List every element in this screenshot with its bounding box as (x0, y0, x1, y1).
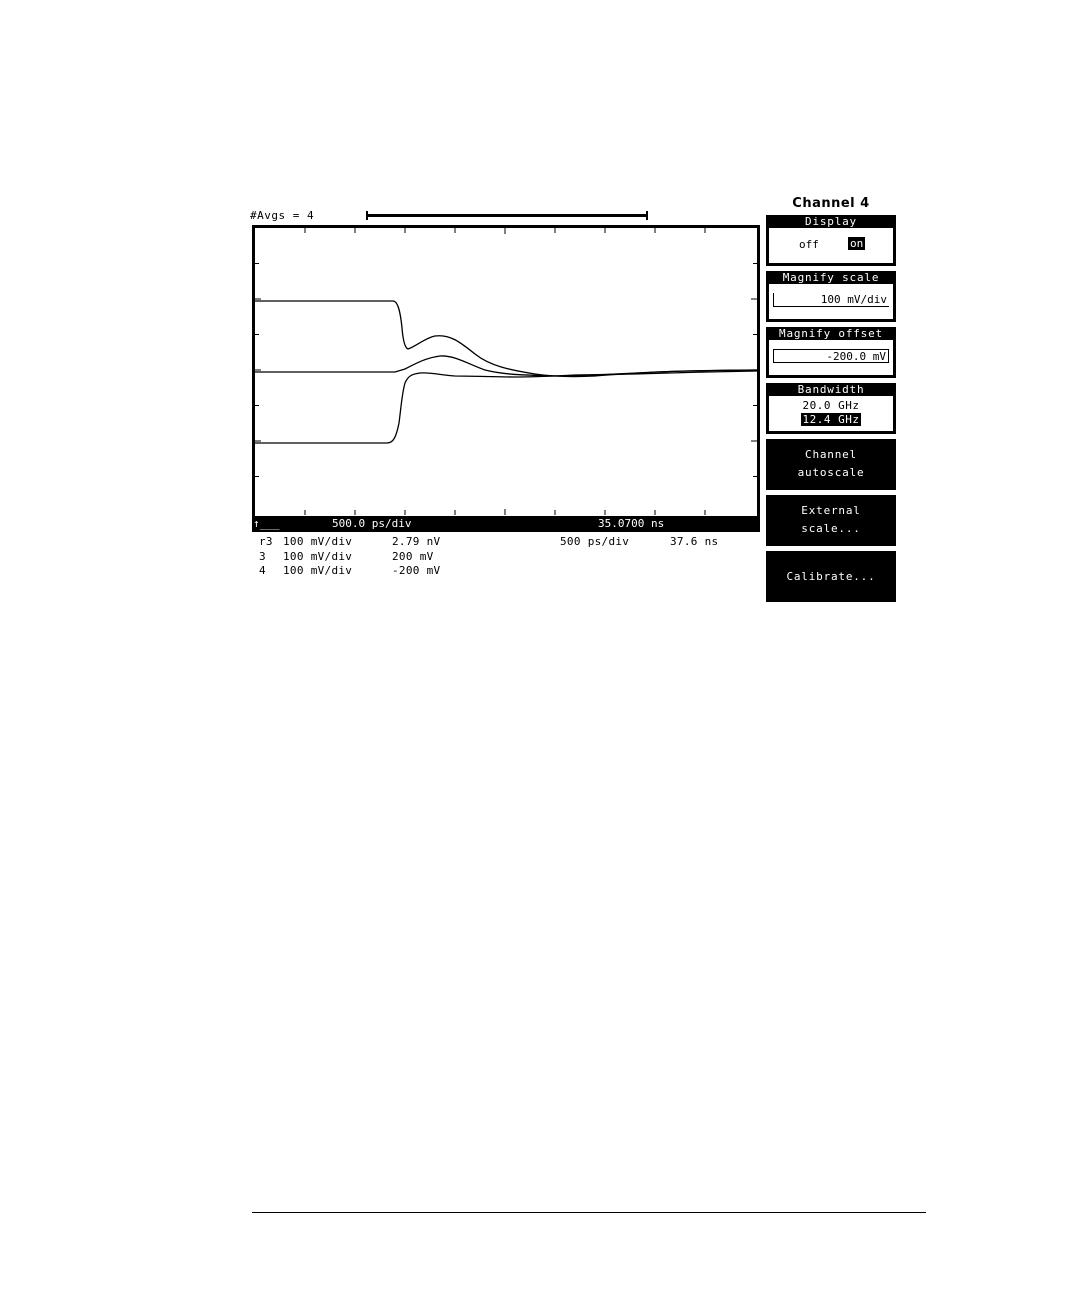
channel-4-scale: 100 mV/div (283, 564, 353, 577)
bandwidth-label: Bandwidth (797, 383, 865, 396)
display-on-option[interactable]: on (850, 237, 864, 250)
channel-4-offset: -200 mV (392, 564, 441, 577)
calibrate-softkey[interactable] (766, 551, 896, 602)
timebase-status-bar (252, 516, 760, 532)
waveform-display (252, 225, 760, 532)
memory-timebase-scale: 500 ps/div (560, 535, 630, 548)
menu-title: Channel 4 (792, 196, 870, 211)
magnify-offset-label: Magnify offset (779, 327, 883, 340)
magnify-scale-softkey[interactable] (766, 271, 896, 322)
channel-r3-offset: 2.79 nV (392, 535, 441, 548)
channel-autoscale-softkey[interactable] (766, 439, 896, 490)
display-softkey[interactable] (766, 215, 896, 266)
waveform-graticule (255, 228, 757, 529)
external-scale-line2: scale... (801, 522, 861, 535)
timebase-scale: 500.0 ps/div (332, 517, 412, 530)
channel-3-scale: 100 mV/div (283, 550, 353, 563)
calibrate-label: Calibrate... (786, 570, 876, 583)
trace-channel-4 (255, 371, 757, 443)
external-scale-softkey[interactable] (766, 495, 896, 546)
channel-4-id: 4 (259, 564, 266, 577)
channel-r3-id: r3 (259, 535, 273, 548)
bandwidth-softkey[interactable] (766, 383, 896, 434)
bandwidth-option-20ghz[interactable]: 20.0 GHz (802, 399, 860, 412)
ground-reference-icon: ↑___ (253, 517, 280, 530)
display-label: Display (805, 215, 857, 228)
bandwidth-option-12ghz[interactable]: 12.4 GHz (802, 413, 860, 426)
page-footer-rule (252, 1212, 926, 1213)
averages-readout: #Avgs = 4 (250, 209, 315, 222)
channel-3-offset: 200 mV (392, 550, 434, 563)
magnify-offset-value[interactable]: -200.0 mV (773, 349, 889, 363)
external-scale-line1: External (801, 504, 861, 517)
channel-autoscale-line2: autoscale (797, 466, 865, 479)
magnify-scale-value[interactable]: 100 mV/div (773, 293, 889, 307)
magnify-offset-softkey[interactable] (766, 327, 896, 378)
trace-channel-3 (255, 301, 757, 377)
memory-timebase-position: 37.6 ns (670, 535, 719, 548)
display-off-option[interactable]: off (799, 238, 819, 251)
channel-r3-scale: 100 mV/div (283, 535, 353, 548)
magnify-scale-label: Magnify scale (782, 271, 880, 284)
display-toggle[interactable] (769, 228, 893, 263)
channel-autoscale-line1: Channel (805, 448, 857, 461)
timebase-position: 35.0700 ns (598, 517, 665, 530)
averaging-progress-bar (366, 214, 648, 217)
channel-3-id: 3 (259, 550, 266, 563)
